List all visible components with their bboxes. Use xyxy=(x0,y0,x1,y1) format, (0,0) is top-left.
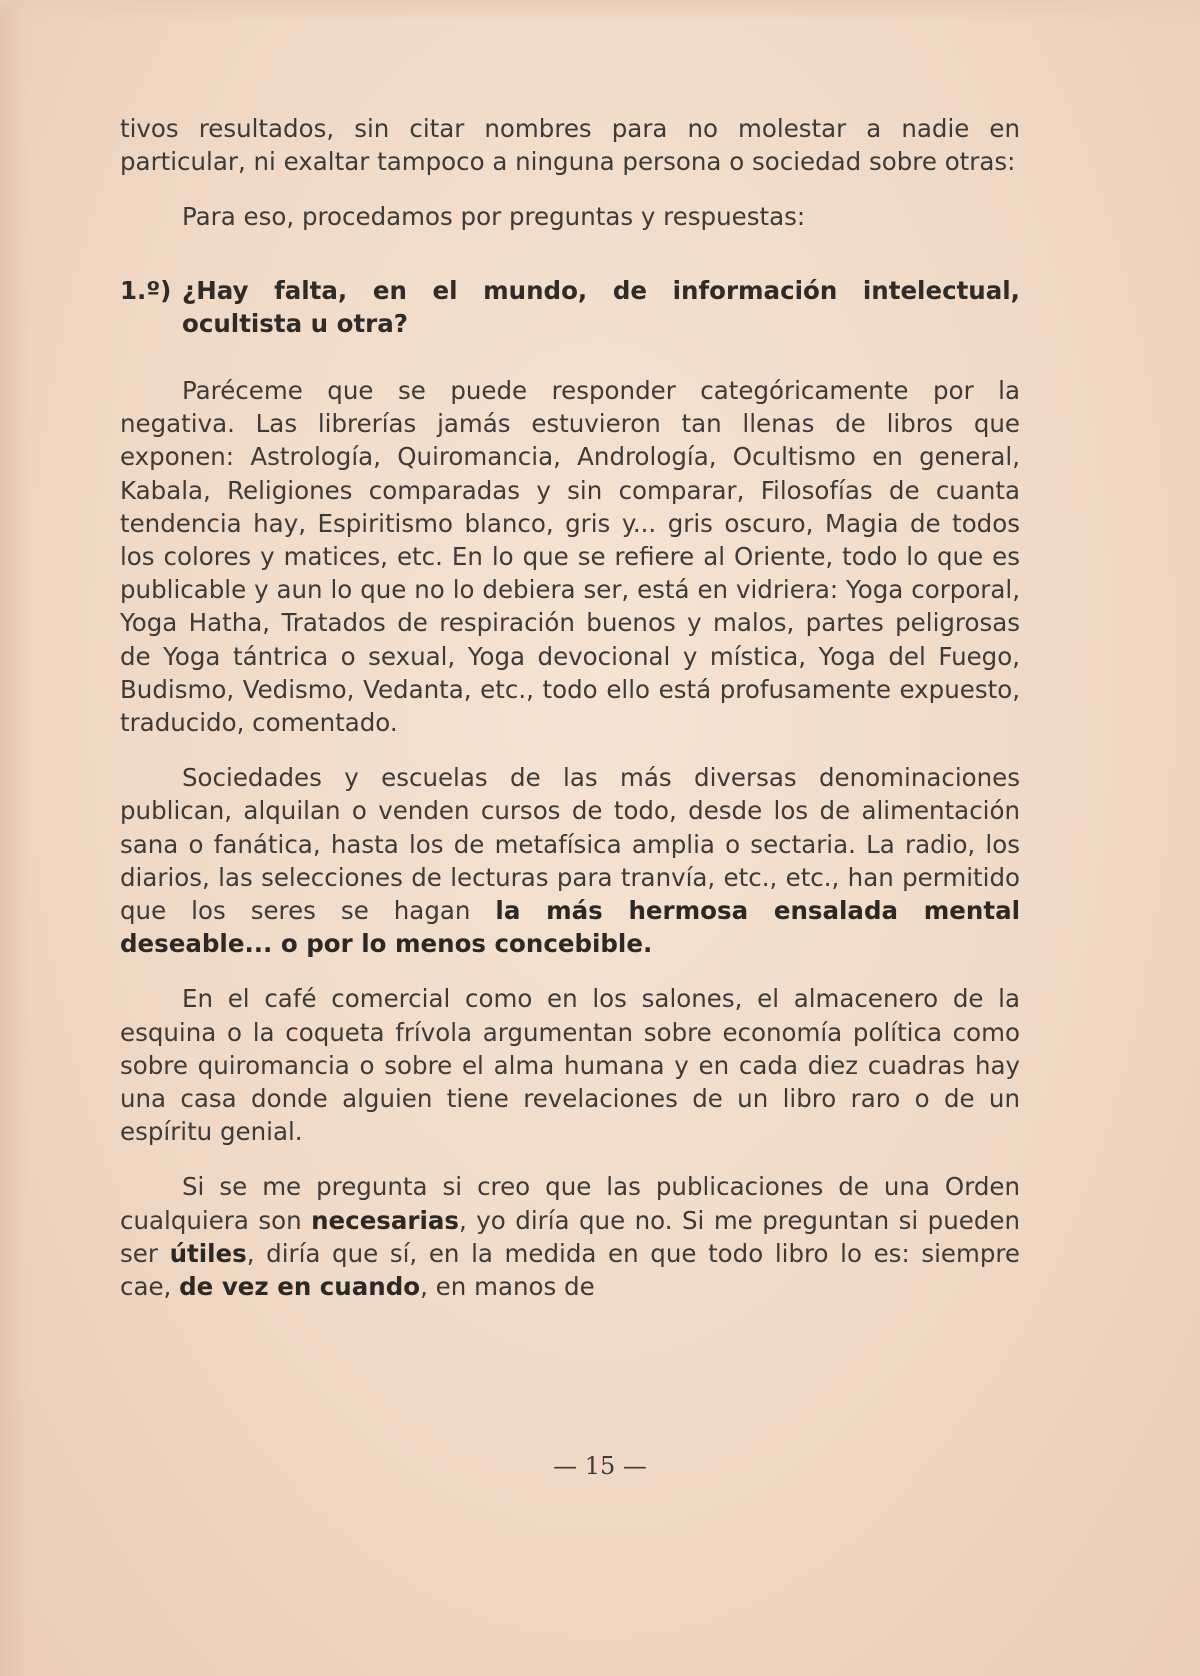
question-text: ¿Hay falta, en el mundo, de información intelectual, ocultista u otra? xyxy=(182,275,1020,338)
paragraph-societies xyxy=(120,761,1020,960)
publications-text-d: , en manos de xyxy=(420,1272,595,1302)
body-text xyxy=(120,112,1020,1303)
publications-text-b: , yo diría que no. Si me preguntan si pueden ser xyxy=(120,1205,1020,1268)
paragraph-answer: Paréceme que se puede responder categóricamente por la negativa. Las librerías jamás estuvieron tan llenas de libros que exponen: Astrología, Quiromancia, Andrología, Ocultismo en general, Kabala, Religiones comparadas y sin comparar, Filosofías de cuanta tendencia hay, Espiritismo blanco, gris y... gris oscuro, Magia de todos los colores y matices, etc. En lo que se refiere al Oriente, todo lo que es publicable y aun lo que no lo debiera ser, está en vidriera: Yoga corporal, Yoga Hatha, Tratados de respiración buenos y malos, partes peligrosas de Yoga tántrica o sexual, Yoga devocional y mística, Yoga del Fuego, Budismo, Vedismo, Vedanta, etc., todo ello está profusamente expuesto, traducido, comentado. xyxy=(120,376,1020,738)
publications-text-c: , diría que sí, en la medida en que todo libro lo es: siempre cae, xyxy=(120,1238,1021,1302)
question-heading xyxy=(120,274,1020,340)
paragraph-continuation: tivos resultados, sin citar nombres para no molestar a nadie en particular, ni exaltar tampoco a ninguna persona o sociedad sobre otras: xyxy=(120,114,1020,177)
societies-emphasis: la más hermosa ensalada mental deseable... o por lo menos concebible. xyxy=(120,896,1020,959)
question-number: 1.º) xyxy=(120,275,172,305)
paragraph-publications xyxy=(120,1170,1020,1303)
paragraph-intro-questions: Para eso, procedamos por preguntas y respuestas: xyxy=(182,202,806,232)
page-number: — 15 — xyxy=(553,1452,647,1480)
publications-text-a: Si se me pregunta si creo que las publicaciones de una Orden cualquiera son xyxy=(120,1172,1020,1235)
emphasis-utiles: útiles xyxy=(169,1238,247,1268)
paragraph-cafe: En el café comercial como en los salones, el almacenero de la esquina o la coqueta frívola argumentan sobre economía política como sobre quiromancia o sobre el alma humana y en cada diez cuadras hay una casa donde alguien tiene revelaciones de un libro raro o de un espíritu genial. xyxy=(120,984,1020,1147)
societies-text: Sociedades y escuelas de las más diversas denominaciones publican, alquilan o venden cursos de todo, desde los de alimentación sana o fanática, hasta los de metafísica amplia o sectaria. La radio, los diarios, las selecciones de lecturas para tranvía, etc., etc., han permitido que los seres se hagan xyxy=(120,763,1020,926)
emphasis-necesarias: necesarias xyxy=(311,1205,460,1235)
emphasis-de-vez-en-cuando: de vez en cuando xyxy=(179,1272,421,1302)
